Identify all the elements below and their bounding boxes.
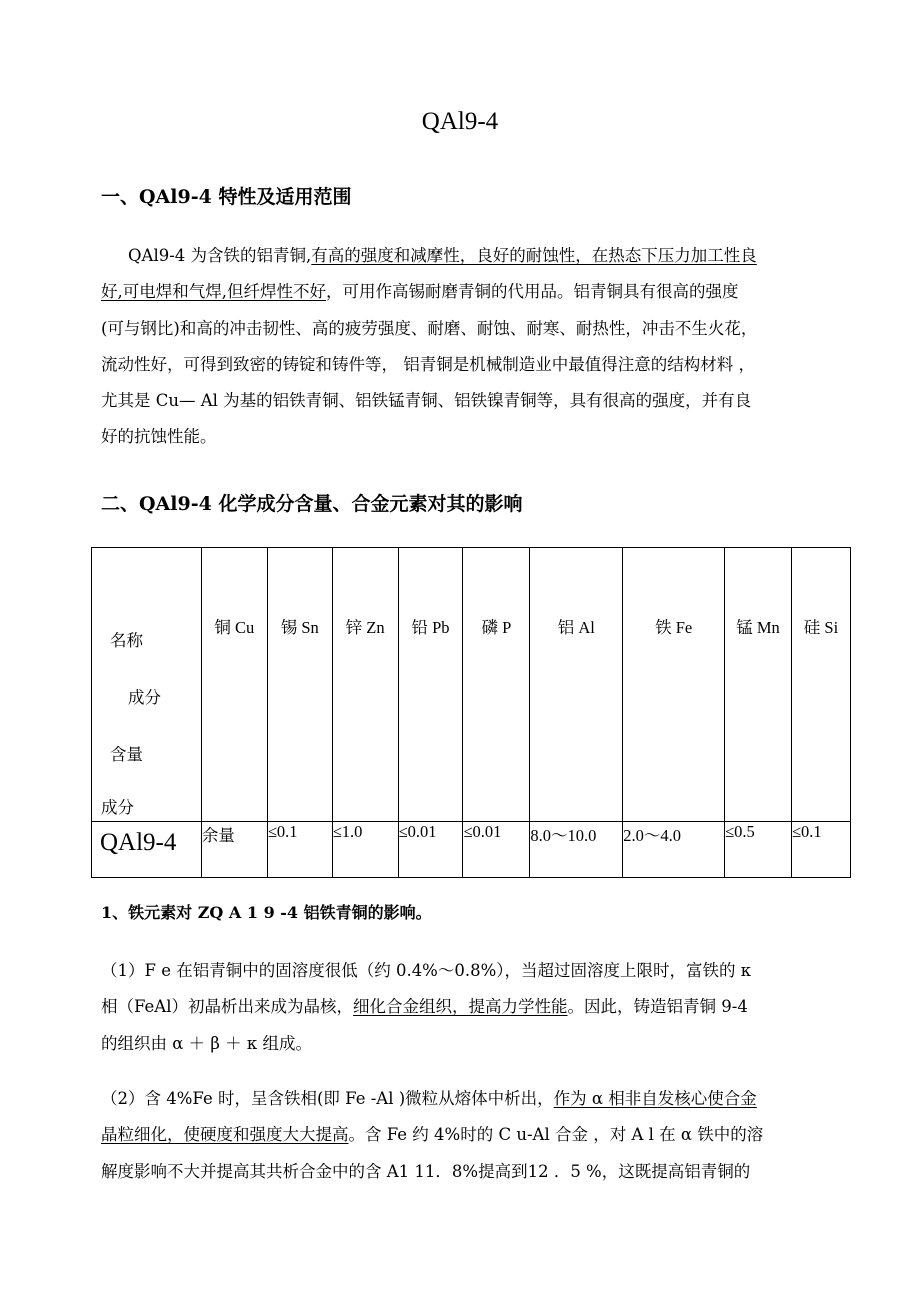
table-name-cell xyxy=(92,548,202,822)
header-label: 铜 Cu xyxy=(214,618,255,637)
header-label: 铁 Fe xyxy=(655,618,693,637)
table-row xyxy=(92,822,851,878)
header-label: 锌 Zn xyxy=(345,618,385,637)
section1-heading: 一、QAl9-4 特性及适用范围 xyxy=(101,186,352,208)
header-label: 锰 Mn xyxy=(736,618,780,637)
section2-heading: 二、QAl9-4 化学成分含量、合金元素对其的影响 xyxy=(101,493,523,515)
header-cell xyxy=(623,548,725,822)
header-cell xyxy=(201,548,267,822)
underlined-text: 好,可电焊和气焊,但纤焊性不好 xyxy=(101,282,326,302)
value-cell: 8.0～10.0 xyxy=(530,822,623,878)
header-label: 铝 Al xyxy=(557,618,595,637)
iron-effect-paragraph-1 xyxy=(101,953,831,1062)
name-label: 成分 xyxy=(128,688,161,707)
underlined-text: 有高的强度和减摩性，良好的耐蚀性，在热态下压力加工性良 xyxy=(311,246,757,265)
underlined-text: 晶粒细化，使硬度和强度大大提高 xyxy=(101,1125,349,1145)
value-cell: 余量 xyxy=(201,822,267,878)
table-header-row xyxy=(92,548,851,822)
header-cell xyxy=(267,548,332,822)
header-cell xyxy=(530,548,623,822)
value-cell: ≤1.0 xyxy=(332,822,398,878)
para-line xyxy=(101,1117,831,1153)
para-line xyxy=(101,1081,831,1117)
value-cell: ≤0.1 xyxy=(792,822,851,878)
value-cell: 2.0～4.0 xyxy=(623,822,725,878)
para-line xyxy=(101,989,831,1025)
header-label: 铅 Pb xyxy=(411,618,450,637)
text-run: 。因此，铸造铝青铜 9-4 xyxy=(567,997,748,1017)
header-label: 磷 P xyxy=(481,618,512,637)
text-run: （2）含 4%Fe 时，呈含铁相(即 Fe -Al )微粒从熔体中析出， xyxy=(101,1089,554,1108)
underlined-text: 作为 α 相非自发核心使合金 xyxy=(553,1089,757,1108)
underlined-text: 细化合金组织，提高力学性能 xyxy=(353,997,568,1017)
text-run: 。含 Fe 约 4%时的 C u-Al 合金 ，对 A l 在 α 铁中的溶 xyxy=(348,1125,764,1145)
grade-cell: QAl9-4 xyxy=(92,822,202,878)
para-line: 解度影响不大并提高其共析合金中的含 A1 11．8%提高到12 ．5 %，这既提高铝青铜的 xyxy=(101,1161,751,1181)
para-line: （1）F e 在铝青铜中的固溶度很低（约 0.4%～0.8%），当超过固溶度上限时，富铁的 κ xyxy=(101,961,752,980)
text-run: 相（FeAl）初晶析出来成为晶核， xyxy=(101,997,354,1017)
para-line: 好的抗蚀性能。 xyxy=(101,427,217,447)
para-line: (可与钢比)和高的冲击韧性、高的疲劳强度、耐磨、耐蚀、耐寒、耐热性，冲击不生火花， xyxy=(101,318,758,338)
para-line: 尤其是 Cu— Al 为基的铝铁青铜、铝铁锰青铜、铝铁镍青铜等，具有很高的强度，并有良 xyxy=(101,391,752,411)
header-label: 锡 Sn xyxy=(280,618,319,637)
name-label: 成分 xyxy=(101,798,134,817)
value-cell: ≤0.1 xyxy=(267,822,332,878)
subsection-heading: 1、铁元素对 ZQ A 1 9 -4 铝铁青铜的影响。 xyxy=(101,903,432,922)
value-cell: ≤0.01 xyxy=(463,822,530,878)
header-cell xyxy=(463,548,530,822)
text-run: ，可用作高锡耐磨青铜的代用品。铝青铜具有很高的强度 xyxy=(326,282,739,302)
value-cell: ≤0.5 xyxy=(725,822,792,878)
para-line xyxy=(101,238,831,274)
header-cell xyxy=(332,548,398,822)
document-title: QAl9-4 xyxy=(421,108,499,135)
header-cell xyxy=(792,548,851,822)
composition-table xyxy=(91,547,851,878)
name-label: 名称 xyxy=(110,631,143,650)
iron-effect-paragraph-2 xyxy=(101,1081,831,1190)
para-line: 的组织由 α ＋ β ＋ κ 组成。 xyxy=(101,1033,312,1053)
value-cell: ≤0.01 xyxy=(398,822,463,878)
header-label: 硅 Si xyxy=(803,618,839,637)
section1-paragraph xyxy=(101,238,831,456)
header-cell xyxy=(725,548,792,822)
name-label: 含量 xyxy=(110,745,143,764)
text-run: QAl9-4 为含铁的铝青铜, xyxy=(128,246,312,265)
header-cell xyxy=(398,548,463,822)
para-line: 流动性好，可得到致密的铸锭和铸件等， 铝青铜是机械制造业中最值得注意的结构材料 ， xyxy=(101,354,755,374)
para-line xyxy=(101,274,831,310)
